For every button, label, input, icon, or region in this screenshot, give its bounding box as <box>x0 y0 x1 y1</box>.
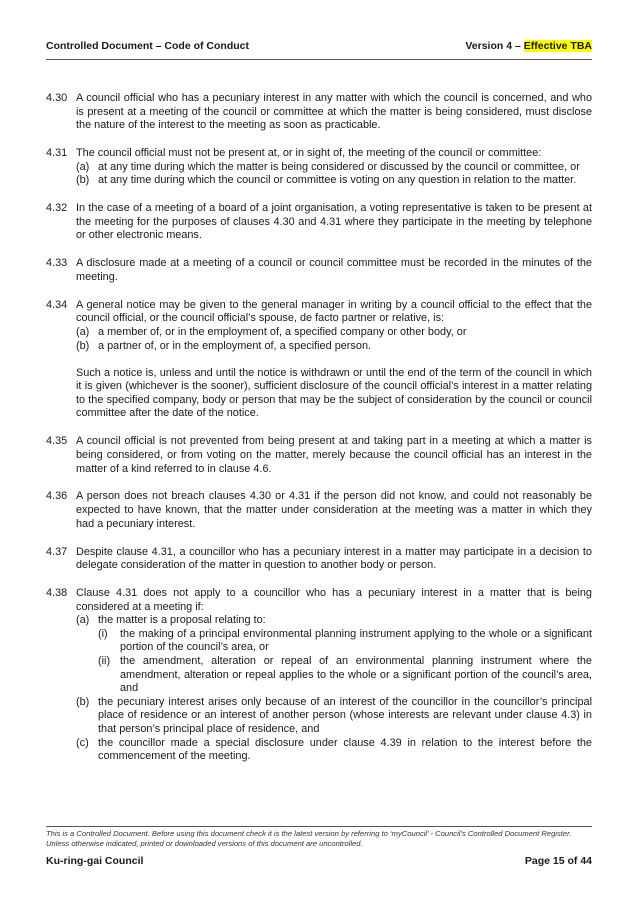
clause-text: A council official is not prevented from being present at and taking part in a meeting at which a matter is being considered, or from voting on the matter, merely because the council official has an interest in the matter of a kind referred to in clause 4.6. <box>76 435 592 475</box>
item-text: the councillor made a special disclosure under clause 4.39 in relation to the interest before the commencement of the meeting. <box>98 736 592 763</box>
clause-4-35 <box>46 435 592 476</box>
footer-disclaimer <box>46 829 592 848</box>
clause-4-31 <box>46 147 592 188</box>
clause-number: 4.38 <box>46 587 68 599</box>
header-divider <box>46 59 592 60</box>
sub-item-label: (ii) <box>98 654 111 667</box>
clause-text: A person does not breach clauses 4.30 or 4.31 if the person did not know, and could not reasonably be expected to have known, that the matter under consideration at the meeting was a matter in which they had a pecuniary interest. <box>76 490 592 530</box>
footer-divider <box>46 826 592 827</box>
page-footer <box>46 855 592 869</box>
list-item <box>76 326 592 340</box>
list-item <box>76 161 592 175</box>
item-text: a partner of, or in the employment of, a specified person. <box>98 339 372 352</box>
item-text: the matter is a proposal relating to: <box>98 614 266 627</box>
clause-paragraph: Such a notice is, unless and until the notice is withdrawn or until the end of the term of the council in which it is given (whichever is the sooner), sufficient disclosure of the council official’s interest in a matter relating to the specified company, body or person that may be the subject of consideration by the council or council committee after the date of the notice. <box>76 366 592 420</box>
page-number: Page 15 of 44 <box>524 855 592 867</box>
clause-number: 4.36 <box>46 490 68 503</box>
list-item <box>76 340 592 354</box>
list-item <box>76 614 592 628</box>
clause-4-33 <box>46 257 592 284</box>
list-item <box>76 174 592 188</box>
clause-number: 4.32 <box>46 202 68 215</box>
header-title: Controlled Document – Code of Conduct <box>46 40 249 52</box>
clause-4-34 <box>46 299 592 421</box>
sub-item-text: the amendment, alteration or repeal of an environmental planning instrument where the amendment, alteration or repeal applies to the whole or a significant portion of the council’s area, and <box>120 654 592 695</box>
disclaimer-line: This is a Controlled Document. Before using this document check it is the latest version by referring to ‘myCouncil’ - Council’s Controlled Document Register. <box>46 829 572 838</box>
page-header <box>46 40 592 56</box>
clause-number: 4.30 <box>46 92 68 104</box>
clause-text: A disclosure made at a meeting of a council or council committee must be recorded in the minutes of the meeting. <box>76 257 592 283</box>
clause-text: A council official who has a pecuniary interest in any matter with which the council is concerned, and who is present at a meeting of the council or committee at which the matter is being considered, must disclose the nature of the interest to the meeting as soon as practicable. <box>76 92 592 132</box>
clause-number: 4.34 <box>46 298 68 311</box>
disclaimer-line: Unless otherwise indicated, printed or downloaded versions of this document are uncontrolled. <box>46 838 363 848</box>
item-text: at any time during which the council or committee is voting on any question in relation to the matter. <box>98 174 577 187</box>
item-label: (a) <box>76 614 90 627</box>
document-body <box>46 92 592 778</box>
clause-4-37 <box>46 546 592 573</box>
clause-4-38 <box>46 587 592 764</box>
item-label: (a) <box>76 160 90 173</box>
clause-text: A general notice may be given to the general manager in writing by a council official to the effect that the council official, or the council official’s spouse, de facto partner or relative, is: <box>76 298 592 325</box>
version-label: Version 4 – <box>465 40 524 52</box>
clause-text: The council official must not be present at, or in sight of, the meeting of the council or committee: <box>76 147 542 160</box>
clause-text: In the case of a meeting of a board of a joint organisation, a voting representative is taken to be present at the meeting for the purposes of clauses 4.30 and 4.31 where they participate in the meeting by telephone or other electronic means. <box>76 202 592 242</box>
footer-organisation: Ku-ring-gai Council <box>46 855 144 867</box>
sub-item-text: the making of a principal environmental planning instrument applying to the whole or a significant portion of the council’s area, or <box>120 627 592 654</box>
item-label: (b) <box>76 695 90 708</box>
item-text: at any time during which the matter is being considered or discussed by the council or committee, or <box>98 160 580 173</box>
item-label: (a) <box>76 325 90 338</box>
list-item <box>76 737 592 764</box>
sub-list-item <box>98 628 592 655</box>
clause-4-30 <box>46 92 592 133</box>
clause-number: 4.33 <box>46 257 68 270</box>
clause-4-32 <box>46 202 592 243</box>
sub-list <box>76 628 592 696</box>
item-text: a member of, or in the employment of, a specified company or other body, or <box>98 325 467 338</box>
clause-number: 4.31 <box>46 147 68 160</box>
clause-number: 4.35 <box>46 435 68 448</box>
header-version <box>465 40 592 52</box>
effective-highlight: Effective TBA <box>523 40 592 52</box>
clause-text: Despite clause 4.31, a councillor who has a pecuniary interest in a matter may participate in a decision to delegate consideration of the matter in question to another body or person. <box>76 545 592 572</box>
sub-item-label: (i) <box>98 627 108 640</box>
item-label: (c) <box>76 736 89 749</box>
item-label: (b) <box>76 339 90 352</box>
sub-list-item <box>98 655 592 696</box>
clause-text: Clause 4.31 does not apply to a councillor who has a pecuniary interest in a matter that is being considered at a meeting if: <box>76 587 592 613</box>
item-text: the pecuniary interest arises only because of an interest of the councillor in the councillor’s principal place of residence or an interest of another person (whose interests are relevant under clause 4.3) in that person’s principal place of residence, and <box>98 695 592 735</box>
clause-4-36 <box>46 490 592 531</box>
item-label: (b) <box>76 174 90 187</box>
clause-number: 4.37 <box>46 545 68 558</box>
list-item <box>76 696 592 737</box>
